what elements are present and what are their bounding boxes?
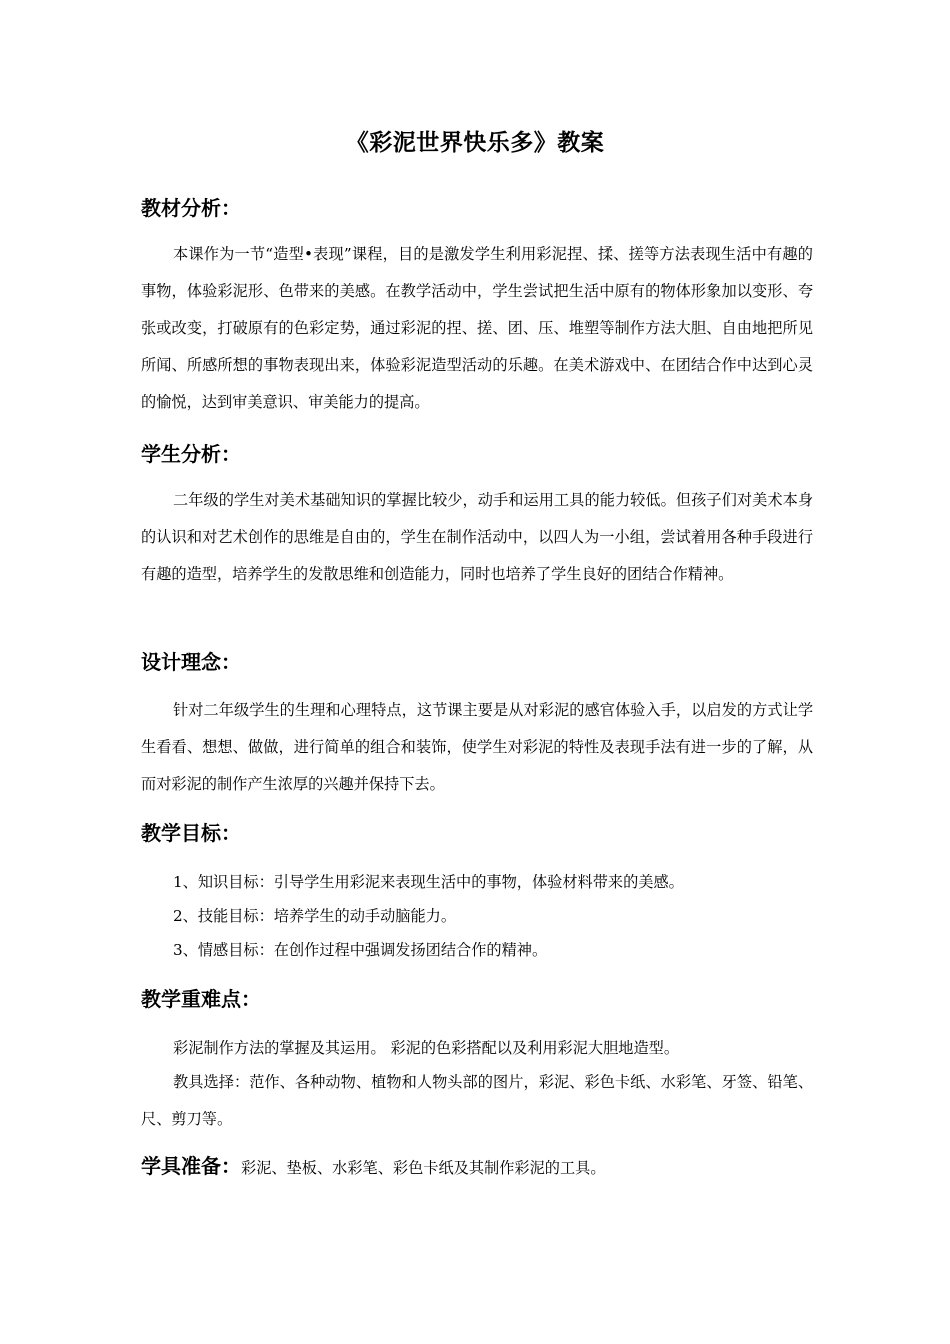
goal-item-emotion: 3、情感目标：在创作过程中强调发扬团结合作的精神。 bbox=[173, 941, 548, 959]
heading-design-concept: 设计理念： bbox=[141, 650, 241, 674]
paragraph-material-analysis: 本课作为一节“造型•表现”课程，目的是激发学生利用彩泥捏、揉、搓等方法表现生活中有趣的事物，体验彩泥形、色带来的美感。在教学活动中，学生尝试把生活中原有的物体形象加以变形、夸张或改变，打破原有的色彩定势，通过彩泥的捏、搓、团、压、堆塑等制作方法大胆、自由地把所见所闻、所感所想的事物表现出来，体验彩泥造型活动的乐趣。在美术游戏中、在团结合作中达到心灵的愉悦，达到审美意识、审美能力的提高。 bbox=[141, 245, 813, 411]
heading-student-analysis: 学生分析： bbox=[141, 442, 241, 466]
goal-item-skill: 2、技能目标：培养学生的动手动脑能力。 bbox=[173, 907, 457, 925]
heading-key-points: 教学重难点： bbox=[141, 987, 261, 1011]
heading-student-materials: 学具准备： bbox=[141, 1154, 241, 1178]
paragraph-design-concept: 针对二年级学生的生理和心理特点，这节课主要是从对彩泥的感官体验入手，以启发的方式让学生看看、想想、做做，进行简单的组合和装饰，使学生对彩泥的特性及表现手法有进一步的了解，从而对彩泥的制作产生浓厚的兴趣并保持下去。 bbox=[141, 701, 813, 793]
student-materials-text: 彩泥、垫板、水彩笔、彩色卡纸及其制作彩泥的工具。 bbox=[241, 1159, 606, 1177]
goal-item-knowledge: 1、知识目标：引导学生用彩泥来表现生活中的事物，体验材料带来的美感。 bbox=[173, 873, 684, 891]
page-title: 《彩泥世界快乐多》教案 bbox=[345, 130, 605, 156]
student-materials-row bbox=[141, 1151, 606, 1183]
paragraph-student-analysis: 二年级的学生对美术基础知识的掌握比较少，动手和运用工具的能力较低。但孩子们对美术本身的认识和对艺术创作的思维是自由的，学生在制作活动中，以四人为一小组，尝试着用各种手段进行有趣的造型，培养学生的发散思维和创造能力，同时也培养了学生良好的团结合作精神。 bbox=[141, 491, 813, 583]
heading-material-analysis: 教材分析： bbox=[141, 196, 241, 220]
teaching-tools-text: 教具选择：范作、各种动物、植物和人物头部的图片，彩泥、彩色卡纸、水彩笔、牙签、铅笔、尺、剪刀等。 bbox=[141, 1073, 813, 1128]
heading-teaching-goals: 教学目标： bbox=[141, 821, 241, 845]
key-points-text: 彩泥制作方法的掌握及其运用。 彩泥的色彩搭配以及利用彩泥大胆地造型。 bbox=[173, 1039, 680, 1057]
